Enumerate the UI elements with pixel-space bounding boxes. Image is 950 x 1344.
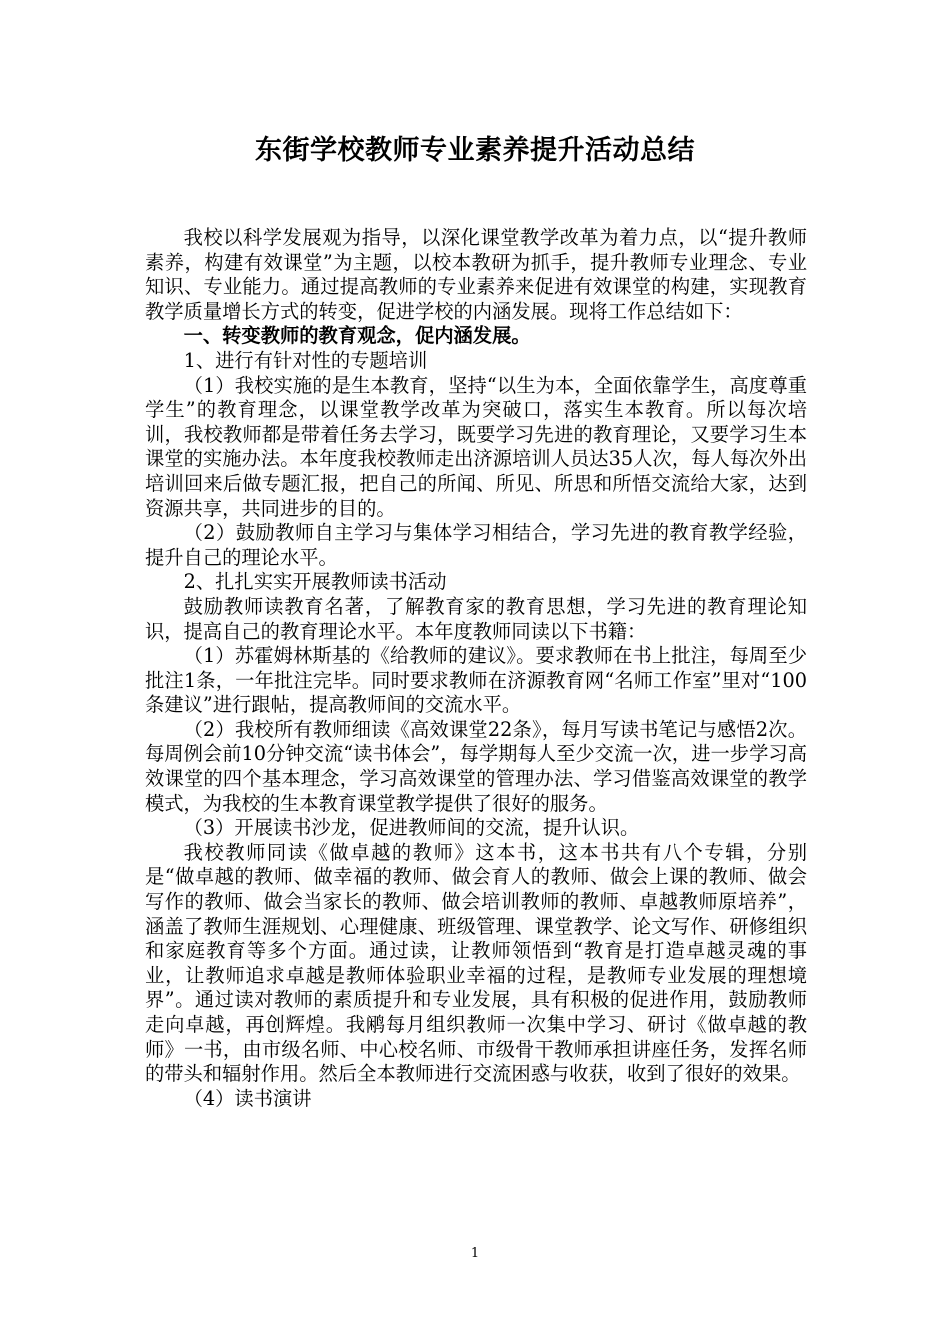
paragraph-reading-salon: 我校教师同读《做卓越的教师》这本书，这本书共有八个专辑，分别是“做卓越的教师、做幸福的教师、做会育人的教师、做会上课的教师、做会写作的教师、做会当家长的教师、做会培训教师的教师、卓越教师原培养”，涵盖了教师生涯规划、心理健康、班级管理、课堂教学、论文写作、研修组织和家庭教育等多个方面。通过读，让教师领悟到“教育是打造卓越灵魂的事业，让教师追求卓越是教师体验职业幸福的过程，是教师专业发展的理想境界”。通过读对教师的素质提升和专业发展，具有积极的促进作用，鼓励教师走向卓越，再创辉煌。我鹇每月组织教师一次集中学习、研讨《做卓越的教师》一书，由市级名师、中心校名师、市级骨干教师承担讲座任务，发挥名师的带头和辐射作用。然后全本教师进行交流困惑与收获，收到了很好的效果。: [145, 840, 807, 1086]
paragraph-reading-3: （3）开展读书沙龙，促进教师间的交流，提升认识。: [183, 816, 640, 840]
subsection-heading-1: 1、进行有针对性的专题培训: [183, 348, 428, 372]
paragraph-reading-intro: 鼓励教师读教育名著，了解教育家的教育思想，学习先进的教育理论知识，提高自己的教育理论水平。本年度教师同读以下书籍：: [145, 594, 807, 643]
paragraph-reading-2: （2）我校所有教师细读《高效课堂22条》，每月写读书笔记与感悟2次。每周例会前10分钟交流“读书体会”，每学期每人至少交流一次，进一步学习高效课堂的四个基本理念，学习高效课堂的管理办法、学习借鉴高效课堂的教学模式，为我校的生本教育课堂教学提供了很好的服务。: [145, 717, 807, 815]
document-title: 东街学校教师专业素养提升活动总结: [255, 135, 695, 166]
intro-paragraph: 我校以科学发展观为指导，以深化课堂教学改革为着力点，以“提升教师素养，构建有效课堂”为主题，以校本教研为抓手，提升教师专业理念、专业知识、专业能力。通过提高教师的专业素养来促进有效课堂的构建，实现教育教学质量增长方式的转变，促进学校的内涵发展。现将工作总结如下：: [145, 226, 807, 323]
paragraph-training-2: （2）鼓励教师自主学习与集体学习相结合，学习先进的教育教学经验，提升自己的理论水平。: [145, 521, 807, 569]
document-body: [145, 226, 807, 1111]
section-heading-1: 一、转变教师的教育观念，促内涵发展。: [183, 324, 531, 348]
page-number: 1: [470, 1246, 480, 1261]
subsection-heading-2: 2、扎扎实实开展教师读书活动: [183, 570, 447, 594]
paragraph-reading-4: （4）读书演讲: [183, 1086, 312, 1110]
paragraph-reading-1: （1）苏霍姆林斯基的《给教师的建议》。要求教师在书上批注，每周至少批注1条，一年批注完毕。同时要求教师在济源教育网“名师工作室”里对“100条建议”进行跟帖，提高教师间的交流水平。: [145, 644, 807, 717]
paragraph-training-1: （1）我校实施的是生本教育，坚持“以生为本，全面依靠学生，高度尊重学生”的教育理念，以课堂教学改革为突破口，落实生本教育。所以每次培训，我校教师都是带着任务去学习，既要学习先进的教育理论，又要学习生本课堂的实施办法。本年度我校教师走出济源培训人员达35人次，每人每次外出培训回来后做专题汇报，把自己的所闻、所见、所思和所悟交流给大家，达到资源共享，共同进步的目的。: [145, 373, 807, 520]
